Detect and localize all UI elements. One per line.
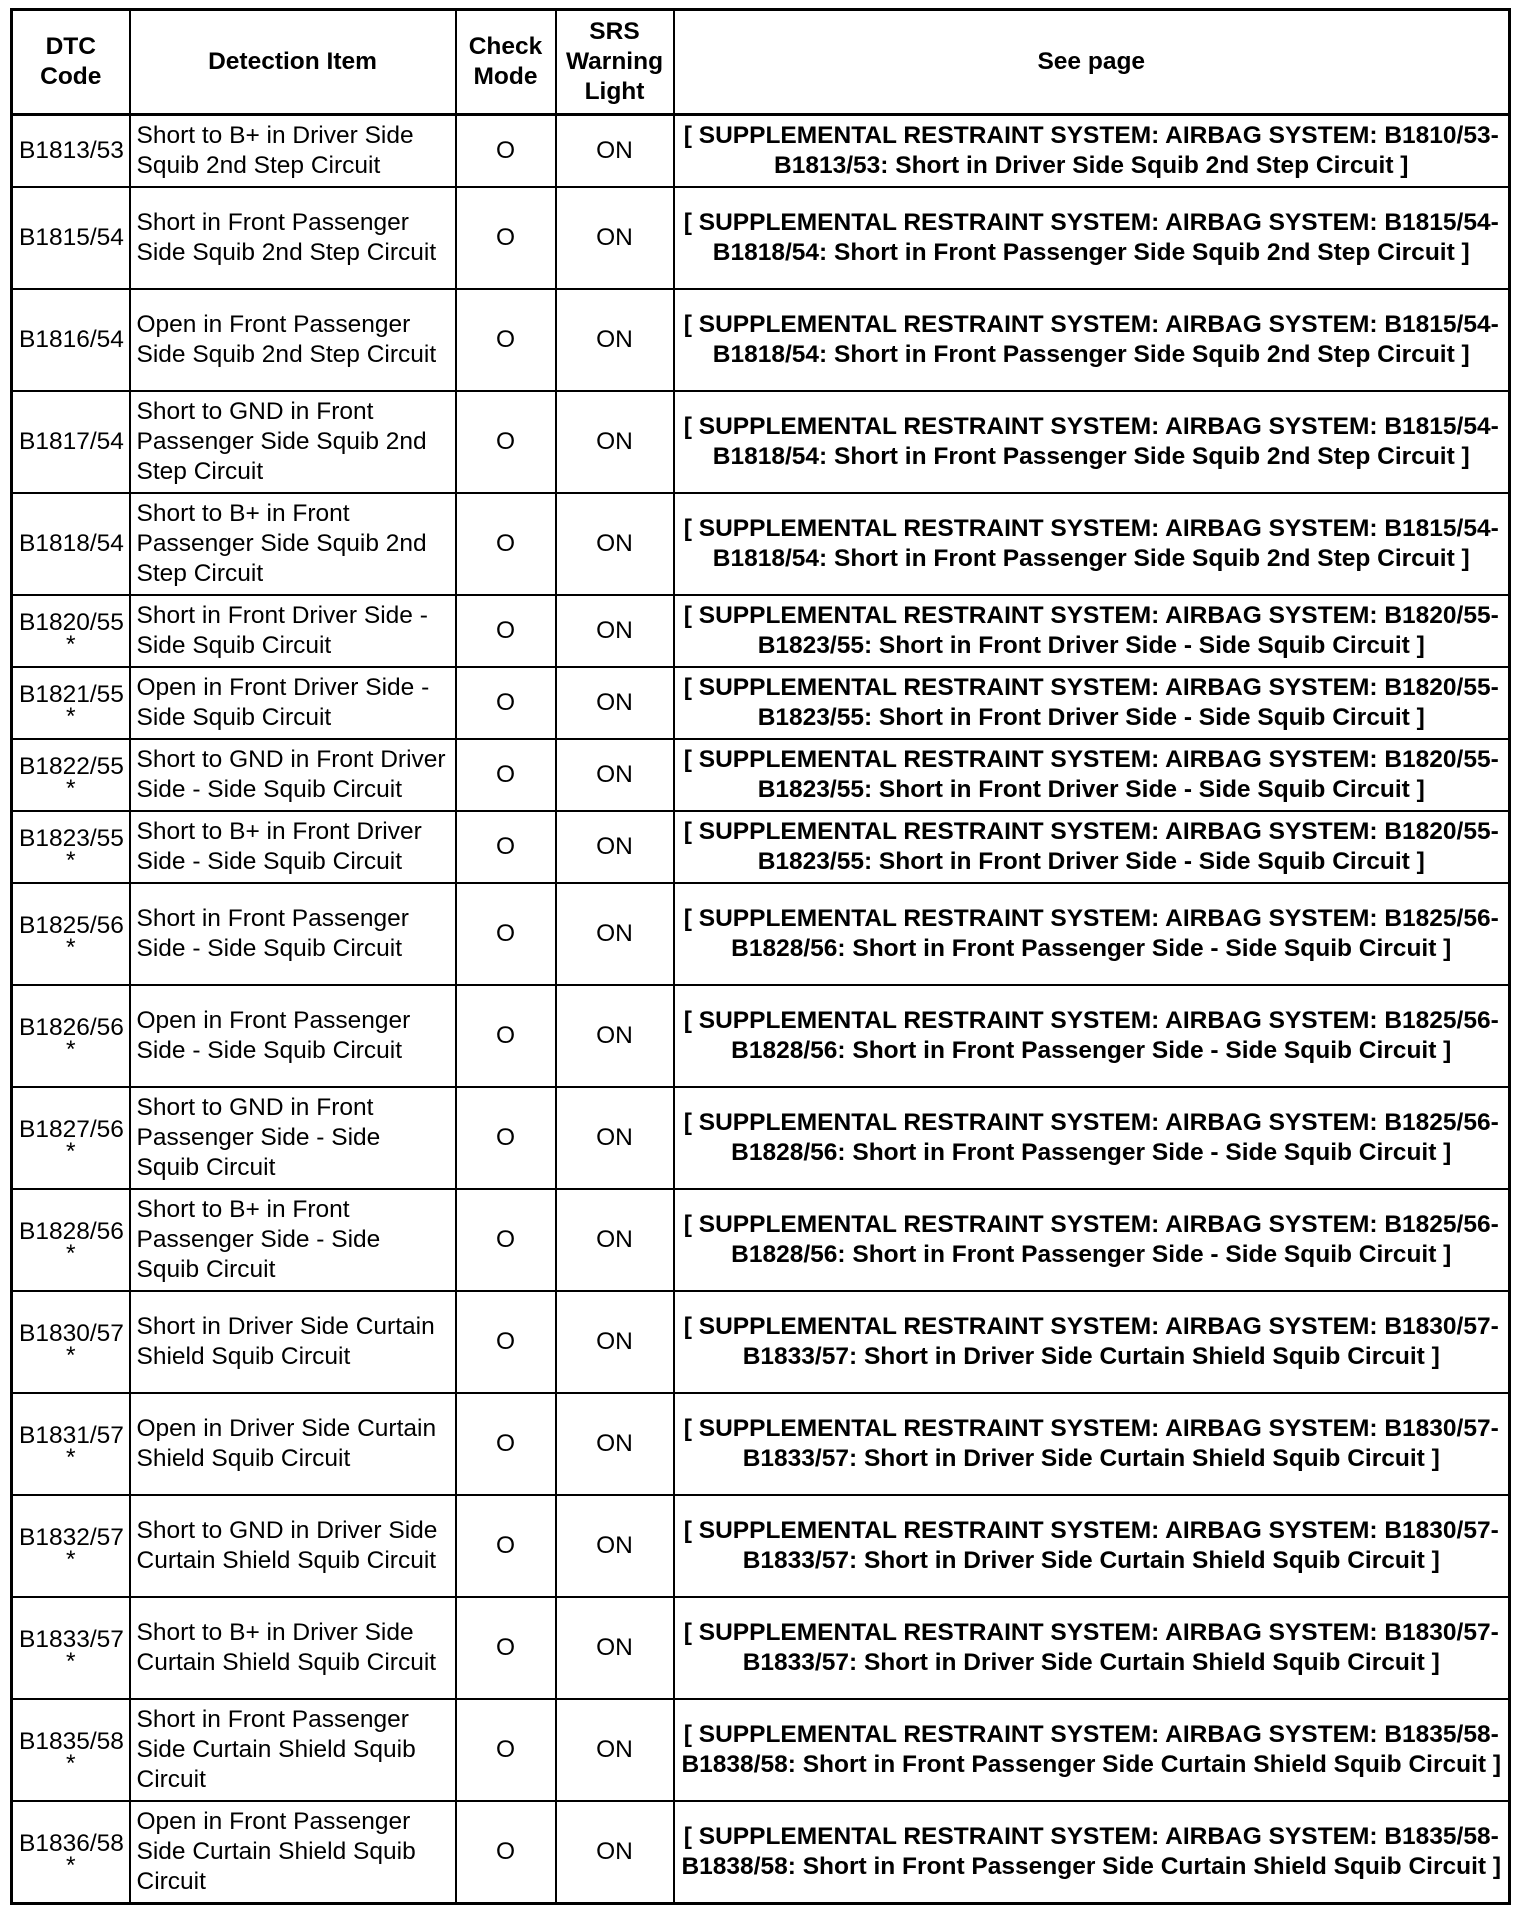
check-mode-cell: O bbox=[456, 667, 556, 739]
see-page-reference[interactable]: [ SUPPLEMENTAL RESTRAINT SYSTEM: AIRBAG SYSTEM: B1820/55-B1823/55: Short in Front Driver Side - Side Squib Circuit ] bbox=[674, 595, 1510, 667]
see-page-reference[interactable]: [ SUPPLEMENTAL RESTRAINT SYSTEM: AIRBAG SYSTEM: B1825/56-B1828/56: Short in Front Passenger Side - Side Squib Circuit ] bbox=[674, 883, 1510, 985]
dtc-footnote-marker: * bbox=[65, 934, 76, 961]
table-row bbox=[12, 493, 1510, 595]
dtc-code-cell bbox=[12, 1189, 130, 1291]
table-body bbox=[12, 115, 1510, 1904]
check-mode-cell: O bbox=[456, 595, 556, 667]
dtc-footnote-marker: * bbox=[65, 1342, 76, 1369]
detection-item-cell: Short in Driver Side Curtain Shield Squib Circuit bbox=[130, 1291, 456, 1393]
detection-item-cell: Short in Front Passenger Side Squib 2nd Step Circuit bbox=[130, 187, 456, 289]
table-row bbox=[12, 811, 1510, 883]
header-srs-warning-light: SRS Warning Light bbox=[556, 10, 674, 115]
check-mode-cell: O bbox=[456, 985, 556, 1087]
srs-warning-light-cell: ON bbox=[556, 985, 674, 1087]
dtc-code-cell bbox=[12, 289, 130, 391]
dtc-code-cell bbox=[12, 115, 130, 188]
dtc-code: B1830/57 bbox=[19, 1320, 124, 1347]
srs-warning-light-cell: ON bbox=[556, 883, 674, 985]
check-mode-cell: O bbox=[456, 187, 556, 289]
see-page-reference[interactable]: [ SUPPLEMENTAL RESTRAINT SYSTEM: AIRBAG SYSTEM: B1815/54-B1818/54: Short in Front Passenger Side Squib 2nd Step Circuit ] bbox=[674, 289, 1510, 391]
detection-item-cell: Open in Front Passenger Side Curtain Shield Squib Circuit bbox=[130, 1801, 456, 1904]
dtc-footnote-marker: * bbox=[65, 1750, 76, 1777]
srs-warning-light-cell: ON bbox=[556, 739, 674, 811]
check-mode-cell: O bbox=[456, 1597, 556, 1699]
srs-warning-light-cell: ON bbox=[556, 1291, 674, 1393]
dtc-code: B1832/57 bbox=[19, 1524, 124, 1551]
header-check-mode: Check Mode bbox=[456, 10, 556, 115]
see-page-reference[interactable]: [ SUPPLEMENTAL RESTRAINT SYSTEM: AIRBAG SYSTEM: B1815/54-B1818/54: Short in Front Passenger Side Squib 2nd Step Circuit ] bbox=[674, 391, 1510, 493]
dtc-footnote-marker: * bbox=[65, 1852, 76, 1879]
srs-warning-light-cell: ON bbox=[556, 595, 674, 667]
dtc-footnote-marker: * bbox=[65, 1546, 76, 1573]
dtc-code-cell bbox=[12, 811, 130, 883]
dtc-footnote-marker: * bbox=[65, 847, 76, 874]
dtc-code: B1833/57 bbox=[19, 1626, 124, 1653]
check-mode-cell: O bbox=[456, 883, 556, 985]
detection-item-cell: Short in Front Passenger Side Curtain Shield Squib Circuit bbox=[130, 1699, 456, 1801]
header-detection-item: Detection Item bbox=[130, 10, 456, 115]
dtc-code-cell bbox=[12, 739, 130, 811]
dtc-code: B1813/53 bbox=[19, 137, 124, 164]
see-page-reference[interactable]: [ SUPPLEMENTAL RESTRAINT SYSTEM: AIRBAG SYSTEM: B1815/54-B1818/54: Short in Front Passenger Side Squib 2nd Step Circuit ] bbox=[674, 493, 1510, 595]
see-page-reference[interactable]: [ SUPPLEMENTAL RESTRAINT SYSTEM: AIRBAG SYSTEM: B1820/55-B1823/55: Short in Front Driver Side - Side Squib Circuit ] bbox=[674, 667, 1510, 739]
table-row bbox=[12, 1087, 1510, 1189]
dtc-code-cell bbox=[12, 667, 130, 739]
check-mode-cell: O bbox=[456, 1291, 556, 1393]
check-mode-cell: O bbox=[456, 493, 556, 595]
srs-warning-light-cell: ON bbox=[556, 667, 674, 739]
dtc-code-cell bbox=[12, 1393, 130, 1495]
table-row bbox=[12, 985, 1510, 1087]
dtc-footnote-marker: * bbox=[65, 1240, 76, 1267]
table-row bbox=[12, 1495, 1510, 1597]
check-mode-cell: O bbox=[456, 115, 556, 188]
table-row bbox=[12, 667, 1510, 739]
detection-item-cell: Short to GND in Front Passenger Side - Side Squib Circuit bbox=[130, 1087, 456, 1189]
srs-warning-light-cell: ON bbox=[556, 1801, 674, 1904]
srs-warning-light-cell: ON bbox=[556, 1495, 674, 1597]
table-row bbox=[12, 391, 1510, 493]
srs-warning-light-cell: ON bbox=[556, 187, 674, 289]
check-mode-cell: O bbox=[456, 289, 556, 391]
detection-item-cell: Short to B+ in Front Passenger Side - Side Squib Circuit bbox=[130, 1189, 456, 1291]
see-page-reference[interactable]: [ SUPPLEMENTAL RESTRAINT SYSTEM: AIRBAG SYSTEM: B1825/56-B1828/56: Short in Front Passenger Side - Side Squib Circuit ] bbox=[674, 1189, 1510, 1291]
check-mode-cell: O bbox=[456, 1087, 556, 1189]
dtc-code-cell bbox=[12, 1801, 130, 1904]
dtc-code-cell bbox=[12, 187, 130, 289]
table-row bbox=[12, 115, 1510, 188]
check-mode-cell: O bbox=[456, 1393, 556, 1495]
dtc-footnote-marker: * bbox=[65, 703, 76, 730]
table-row bbox=[12, 1393, 1510, 1495]
dtc-footnote-marker: * bbox=[65, 1444, 76, 1471]
dtc-code: B1835/58 bbox=[19, 1728, 124, 1755]
detection-item-cell: Short to GND in Front Passenger Side Squib 2nd Step Circuit bbox=[130, 391, 456, 493]
check-mode-cell: O bbox=[456, 739, 556, 811]
dtc-code-cell bbox=[12, 1699, 130, 1801]
srs-warning-light-cell: ON bbox=[556, 1087, 674, 1189]
table-row bbox=[12, 739, 1510, 811]
dtc-code: B1836/58 bbox=[19, 1830, 124, 1857]
srs-warning-light-cell: ON bbox=[556, 289, 674, 391]
detection-item-cell: Short to B+ in Driver Side Squib 2nd Step Circuit bbox=[130, 115, 456, 188]
see-page-reference[interactable]: [ SUPPLEMENTAL RESTRAINT SYSTEM: AIRBAG SYSTEM: B1835/58-B1838/58: Short in Front Passenger Side Curtain Shield Squib Circuit ] bbox=[674, 1699, 1510, 1801]
table-row bbox=[12, 1189, 1510, 1291]
see-page-reference[interactable]: [ SUPPLEMENTAL RESTRAINT SYSTEM: AIRBAG SYSTEM: B1830/57-B1833/57: Short in Driver Side Curtain Shield Squib Circuit ] bbox=[674, 1597, 1510, 1699]
see-page-reference[interactable]: [ SUPPLEMENTAL RESTRAINT SYSTEM: AIRBAG SYSTEM: B1820/55-B1823/55: Short in Front Driver Side - Side Squib Circuit ] bbox=[674, 811, 1510, 883]
table-row bbox=[12, 1597, 1510, 1699]
see-page-reference[interactable]: [ SUPPLEMENTAL RESTRAINT SYSTEM: AIRBAG SYSTEM: B1830/57-B1833/57: Short in Driver Side Curtain Shield Squib Circuit ] bbox=[674, 1495, 1510, 1597]
see-page-reference[interactable]: [ SUPPLEMENTAL RESTRAINT SYSTEM: AIRBAG SYSTEM: B1835/58-B1838/58: Short in Front Passenger Side Curtain Shield Squib Circuit ] bbox=[674, 1801, 1510, 1904]
detection-item-cell: Short in Front Passenger Side - Side Squib Circuit bbox=[130, 883, 456, 985]
see-page-reference[interactable]: [ SUPPLEMENTAL RESTRAINT SYSTEM: AIRBAG SYSTEM: B1830/57-B1833/57: Short in Driver Side Curtain Shield Squib Circuit ] bbox=[674, 1291, 1510, 1393]
table-row bbox=[12, 595, 1510, 667]
table-row bbox=[12, 1699, 1510, 1801]
detection-item-cell: Short to B+ in Front Passenger Side Squib 2nd Step Circuit bbox=[130, 493, 456, 595]
dtc-code-cell bbox=[12, 595, 130, 667]
dtc-footnote-marker: * bbox=[65, 1648, 76, 1675]
check-mode-cell: O bbox=[456, 1495, 556, 1597]
table-row bbox=[12, 883, 1510, 985]
dtc-code: B1818/54 bbox=[19, 530, 124, 557]
dtc-code-cell bbox=[12, 985, 130, 1087]
table-row bbox=[12, 1801, 1510, 1904]
dtc-code: B1823/55 bbox=[19, 825, 124, 852]
table-row bbox=[12, 289, 1510, 391]
detection-item-cell: Short to B+ in Front Driver Side - Side Squib Circuit bbox=[130, 811, 456, 883]
detection-item-cell: Short to GND in Driver Side Curtain Shield Squib Circuit bbox=[130, 1495, 456, 1597]
detection-item-cell: Open in Front Driver Side - Side Squib Circuit bbox=[130, 667, 456, 739]
check-mode-cell: O bbox=[456, 811, 556, 883]
detection-item-cell: Short to GND in Front Driver Side - Side Squib Circuit bbox=[130, 739, 456, 811]
dtc-code-cell bbox=[12, 1495, 130, 1597]
table-row bbox=[12, 1291, 1510, 1393]
dtc-footnote-marker: * bbox=[65, 631, 76, 658]
detection-item-cell: Short in Front Driver Side - Side Squib Circuit bbox=[130, 595, 456, 667]
dtc-code: B1822/55 bbox=[19, 753, 124, 780]
dtc-code-cell bbox=[12, 391, 130, 493]
see-page-reference[interactable]: [ SUPPLEMENTAL RESTRAINT SYSTEM: AIRBAG SYSTEM: B1825/56-B1828/56: Short in Front Passenger Side - Side Squib Circuit ] bbox=[674, 985, 1510, 1087]
see-page-reference[interactable]: [ SUPPLEMENTAL RESTRAINT SYSTEM: AIRBAG SYSTEM: B1825/56-B1828/56: Short in Front Passenger Side - Side Squib Circuit ] bbox=[674, 1087, 1510, 1189]
srs-warning-light-cell: ON bbox=[556, 811, 674, 883]
dtc-code: B1817/54 bbox=[19, 428, 124, 455]
dtc-code: B1831/57 bbox=[19, 1422, 124, 1449]
dtc-code-cell bbox=[12, 1597, 130, 1699]
dtc-code: B1825/56 bbox=[19, 912, 124, 939]
srs-warning-light-cell: ON bbox=[556, 1699, 674, 1801]
dtc-code: B1821/55 bbox=[19, 681, 124, 708]
dtc-code: B1827/56 bbox=[19, 1116, 124, 1143]
dtc-code: B1816/54 bbox=[19, 326, 124, 353]
see-page-reference[interactable]: [ SUPPLEMENTAL RESTRAINT SYSTEM: AIRBAG SYSTEM: B1815/54-B1818/54: Short in Front Passenger Side Squib 2nd Step Circuit ] bbox=[674, 187, 1510, 289]
check-mode-cell: O bbox=[456, 1189, 556, 1291]
dtc-footnote-marker: * bbox=[65, 775, 76, 802]
srs-warning-light-cell: ON bbox=[556, 1597, 674, 1699]
dtc-footnote-marker: * bbox=[65, 1036, 76, 1063]
srs-warning-light-cell: ON bbox=[556, 391, 674, 493]
dtc-code-cell bbox=[12, 1291, 130, 1393]
srs-warning-light-cell: ON bbox=[556, 1189, 674, 1291]
detection-item-cell: Open in Front Passenger Side - Side Squib Circuit bbox=[130, 985, 456, 1087]
dtc-table bbox=[10, 8, 1511, 1905]
srs-warning-light-cell: ON bbox=[556, 493, 674, 595]
see-page-reference[interactable]: [ SUPPLEMENTAL RESTRAINT SYSTEM: AIRBAG SYSTEM: B1830/57-B1833/57: Short in Driver Side Curtain Shield Squib Circuit ] bbox=[674, 1393, 1510, 1495]
check-mode-cell: O bbox=[456, 391, 556, 493]
dtc-footnote-marker: * bbox=[65, 1138, 76, 1165]
table-row bbox=[12, 187, 1510, 289]
dtc-code: B1828/56 bbox=[19, 1218, 124, 1245]
detection-item-cell: Open in Driver Side Curtain Shield Squib Circuit bbox=[130, 1393, 456, 1495]
dtc-code: B1826/56 bbox=[19, 1014, 124, 1041]
check-mode-cell: O bbox=[456, 1801, 556, 1904]
srs-warning-light-cell: ON bbox=[556, 115, 674, 188]
see-page-reference[interactable]: [ SUPPLEMENTAL RESTRAINT SYSTEM: AIRBAG SYSTEM: B1820/55-B1823/55: Short in Front Driver Side - Side Squib Circuit ] bbox=[674, 739, 1510, 811]
dtc-code-cell bbox=[12, 493, 130, 595]
header-see-page: See page bbox=[674, 10, 1510, 115]
table-header-row bbox=[12, 10, 1510, 115]
detection-item-cell: Short to B+ in Driver Side Curtain Shield Squib Circuit bbox=[130, 1597, 456, 1699]
header-dtc-code: DTC Code bbox=[12, 10, 130, 115]
detection-item-cell: Open in Front Passenger Side Squib 2nd Step Circuit bbox=[130, 289, 456, 391]
check-mode-cell: O bbox=[456, 1699, 556, 1801]
dtc-code-cell bbox=[12, 883, 130, 985]
dtc-code-cell bbox=[12, 1087, 130, 1189]
see-page-reference[interactable]: [ SUPPLEMENTAL RESTRAINT SYSTEM: AIRBAG SYSTEM: B1810/53-B1813/53: Short in Driver Side Squib 2nd Step Circuit ] bbox=[674, 115, 1510, 188]
dtc-code: B1820/55 bbox=[19, 609, 124, 636]
srs-warning-light-cell: ON bbox=[556, 1393, 674, 1495]
dtc-code: B1815/54 bbox=[19, 224, 124, 251]
